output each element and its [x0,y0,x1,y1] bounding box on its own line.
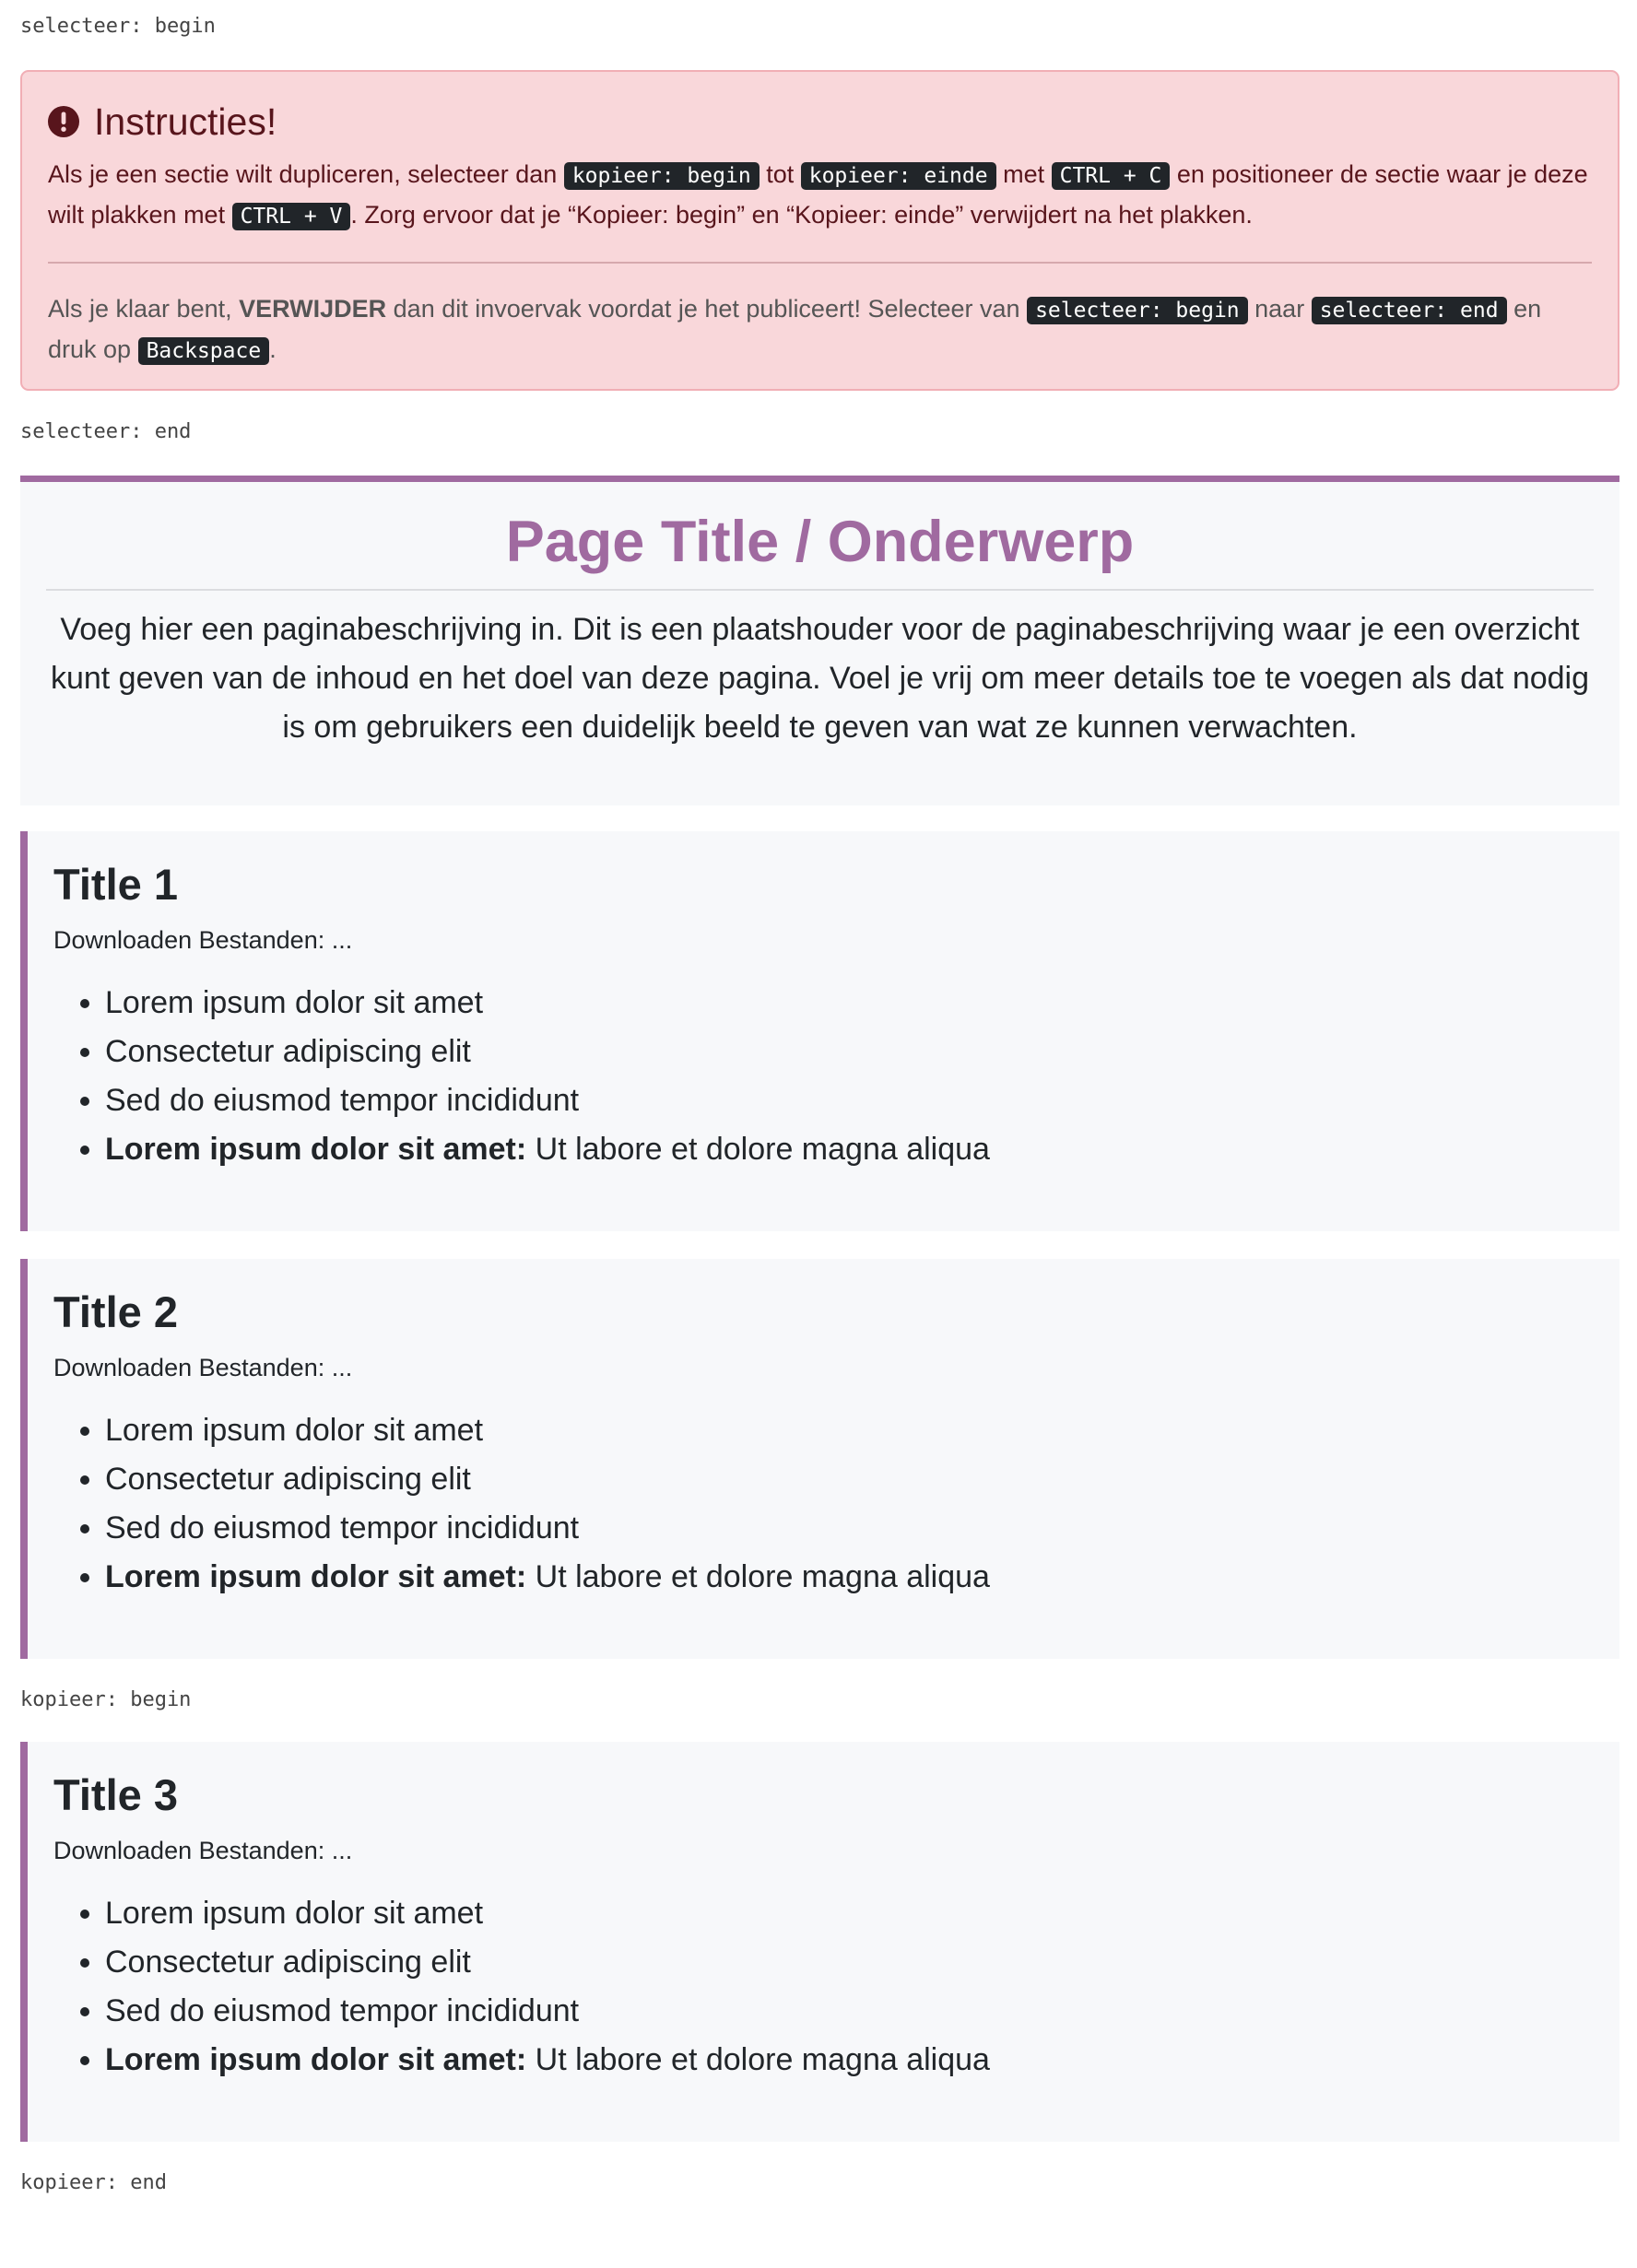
section-title: Title 2 [53,1287,178,1336]
copy-end-marker: kopieer: end [20,2171,167,2194]
list-item: • Lorem ipsum dolor sit amet [105,1406,1594,1455]
code-kopieer-einde: kopieer: einde [801,162,996,190]
alert-text: Als je klaar bent, [48,295,240,323]
code-ctrl-v: CTRL + V [232,203,351,230]
alert-divider [48,262,1592,264]
alert-text: met [995,160,1052,188]
section-list [53,979,1594,1174]
section-downloads-label: Downloaden Bestanden: ... [53,926,353,954]
list-item-bold: Lorem ipsum dolor sit amet: [105,1559,527,1594]
page-description: Voeg hier een paginabeschrijving in. Dit is een plaatshouder voor de paginabeschrijving waar je een overzicht kunt geven van de inhoud en het doel van deze pagina. Voel je vrij om meer details toe te voegen als dat nodig is om gebruikers een duidelijk beeld te geven van wat ze kunnen verwachten. [50,612,1590,745]
alert-text: dan dit invoervak voordat je het publiceert! Selecteer van [386,295,1028,323]
list-item-bold: Lorem ipsum dolor sit amet: [105,1132,527,1167]
alert-text: naar [1247,295,1312,323]
section-title: Title 3 [53,1770,178,1819]
page-header [20,476,1619,805]
list-item: • Lorem ipsum dolor sit amet [105,1889,1594,1938]
section-list [53,1889,1594,2085]
code-backspace: Backspace [138,337,270,365]
select-end-marker: selecteer: end [20,420,192,443]
alert-text: Als je een sectie wilt dupliceren, selecteer dan [48,160,564,188]
list-item: • Consectetur adipiscing elit [105,1455,1594,1504]
select-begin-marker: selecteer: begin [20,15,216,38]
content-section [20,1259,1619,1659]
alert-heading-text: Instructies! [94,100,277,143]
list-item: • Sed do eiusmod tempor incididunt [105,1504,1594,1553]
list-item [105,1125,1594,1174]
page-content [20,0,1619,2197]
section-title: Title 1 [53,860,178,909]
alert-remove-paragraph [48,289,1592,370]
section-downloads-label: Downloaden Bestanden: ... [53,1354,353,1381]
list-item: • Consectetur adipiscing elit [105,1938,1594,1987]
content-section [20,1742,1619,2142]
list-item: • Sed do eiusmod tempor incididunt [105,1987,1594,2036]
section-list [53,1406,1594,1602]
list-item-text: Ut labore et dolore magna aliqua [526,2042,990,2077]
list-item [105,2036,1594,2085]
header-divider [46,589,1594,591]
code-kopieer-begin: kopieer: begin [564,162,760,190]
list-item: • Sed do eiusmod tempor incididunt [105,1076,1594,1125]
alert-heading [48,100,1592,144]
alert-text: en druk op [48,295,1542,363]
content-section [20,831,1619,1231]
list-item: • Lorem ipsum dolor sit amet [105,979,1594,1028]
code-selecteer-begin: selecteer: begin [1027,297,1248,324]
list-item: • Consectetur adipiscing elit [105,1028,1594,1076]
copy-begin-marker: kopieer: begin [20,1688,192,1711]
alert-text: tot [759,160,801,188]
alert-text: . Zorg ervoor dat je “Kopieer: begin” en “Kopieer: einde” verwijdert na het plakken. [350,201,1253,229]
alert-text: en positioneer de sectie waar je deze wilt plakken met [48,160,1588,229]
section-downloads-label: Downloaden Bestanden: ... [53,1837,353,1864]
exclamation-circle-icon [48,106,79,137]
alert-instructions-paragraph [48,155,1592,236]
list-item-text: Ut labore et dolore magna aliqua [526,1559,990,1594]
alert-strong-text: VERWIJDER [239,295,387,323]
list-item-bold: Lorem ipsum dolor sit amet: [105,2042,527,2077]
code-selecteer-end: selecteer: end [1312,297,1507,324]
alert-text: . [269,335,277,363]
code-ctrl-c: CTRL + C [1052,162,1171,190]
instructions-alert [20,70,1619,391]
list-item [105,1553,1594,1602]
page-title: Page Title / Onderwerp [505,510,1135,574]
list-item-text: Ut labore et dolore magna aliqua [526,1132,990,1167]
